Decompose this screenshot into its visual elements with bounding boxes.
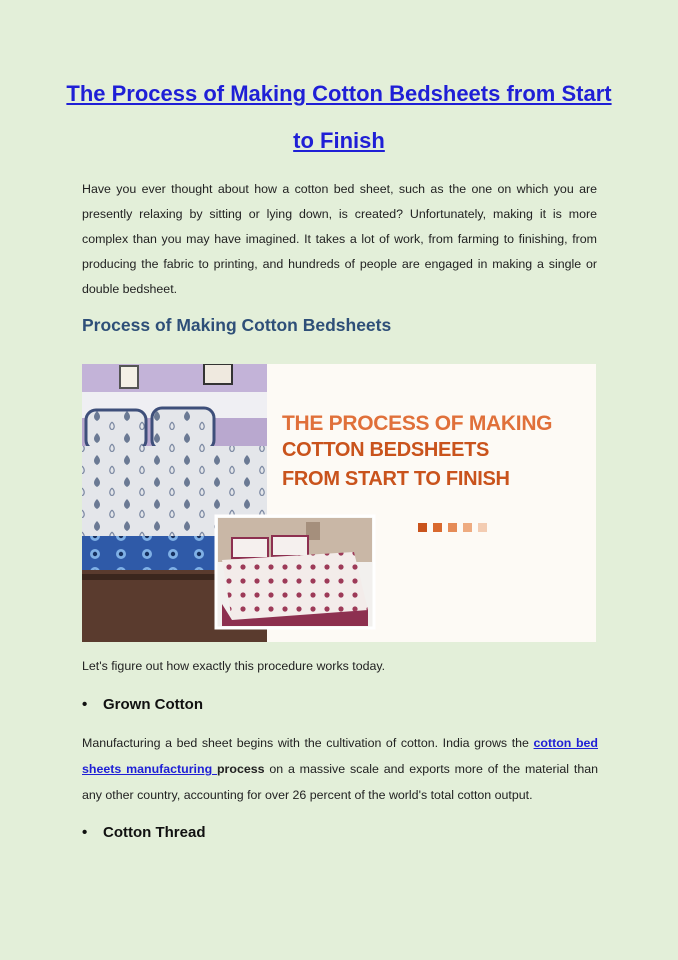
page-title[interactable]: The Process of Making Cotton Bedsheets from Start to Finish xyxy=(66,81,612,153)
bullet-grown-cotton: • Grown Cotton xyxy=(82,696,203,713)
paragraph-text: Manufacturing a bed sheet begins with the cultivation of cotton. India grows the xyxy=(82,736,534,750)
banner-heading xyxy=(282,410,592,493)
manufacturing-link[interactable]: cotton bed sheets manufacturing xyxy=(82,736,598,776)
banner-image xyxy=(82,364,596,642)
banner-dot xyxy=(418,523,427,532)
bullet-cotton-thread: • Cotton Thread xyxy=(82,824,206,841)
bedroom-photo xyxy=(82,364,596,642)
section-heading: Process of Making Cotton Bedsheets xyxy=(82,315,392,335)
banner-dot xyxy=(433,523,442,532)
figure-intro-text: Let's figure out how exactly this procedure works today. xyxy=(82,659,386,673)
banner-line-2: COTTON BEDSHEETS xyxy=(282,439,490,461)
paragraph-bold: process xyxy=(216,762,265,776)
intro-paragraph: Have you ever thought about how a cotton bed sheet, such as the one on which you are presently relaxing by sitting or lying down, is created? Unfortunately, making it is more complex than you may have imagined. It takes a lot of work, from farming to finishing, from producing the fabric to printing, and hundreds of people are engaged in making a single or double bedsheet. xyxy=(82,182,597,296)
banner-dot xyxy=(463,523,472,532)
paragraph-text: on a massive scale and exports more of the material than any other country, accounting for over 26 percent of the world's total cotton output. xyxy=(82,762,598,802)
banner-dot xyxy=(478,523,487,532)
banner-line-1: THE PROCESS OF MAKING xyxy=(282,412,553,435)
bullet-label: Grown Cotton xyxy=(103,696,203,713)
banner-dots xyxy=(418,519,493,537)
grown-cotton-paragraph xyxy=(82,730,598,808)
bullet-label: Cotton Thread xyxy=(103,824,206,841)
banner-dot xyxy=(448,523,457,532)
banner-line-3: FROM START TO FINISH xyxy=(282,468,510,490)
